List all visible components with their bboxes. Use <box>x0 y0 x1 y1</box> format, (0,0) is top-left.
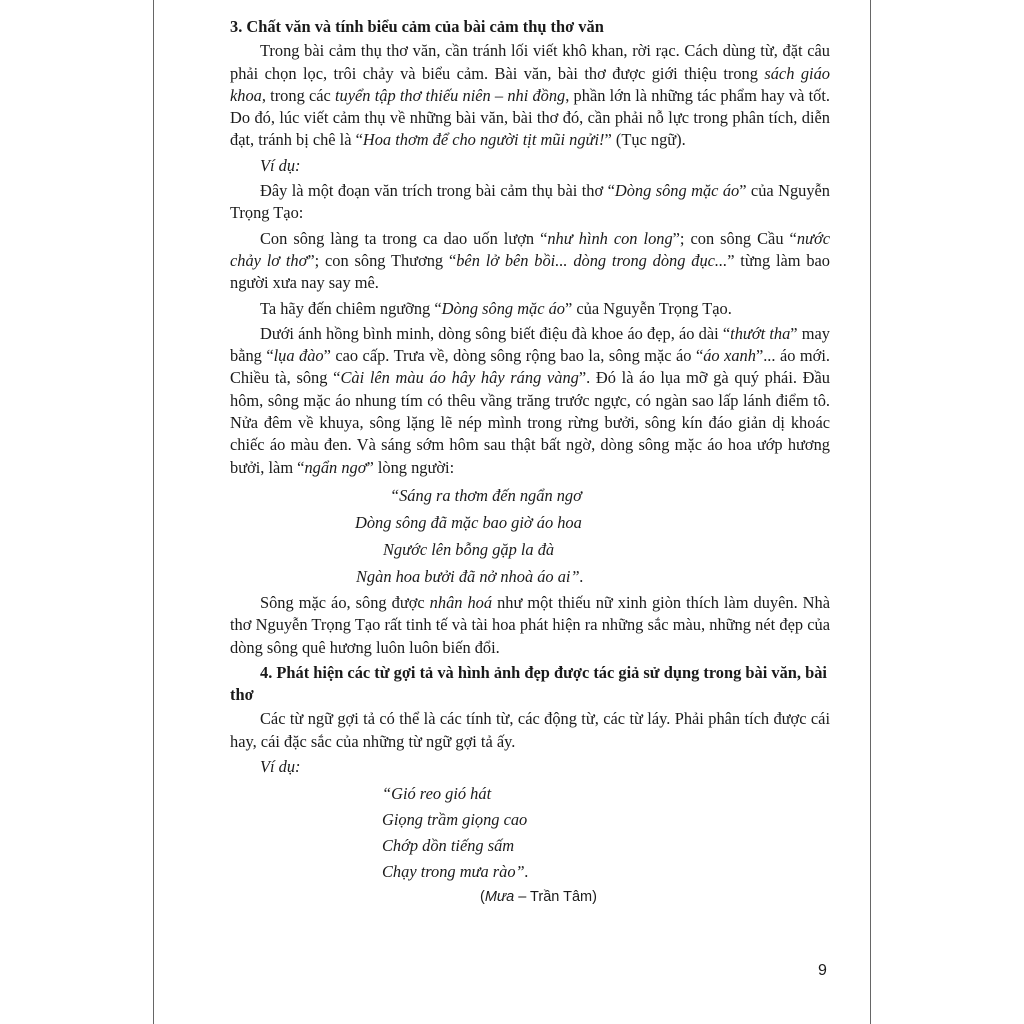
book-page <box>153 0 871 1024</box>
poem-mua <box>230 781 830 885</box>
section-3-heading: 3. Chất văn và tính biểu cảm của bài cảm thụ thơ văn <box>230 17 604 36</box>
section-3-paragraph-6: Sông mặc áo, sông được nhân hoá như một thiếu nữ xinh giòn thích làm duyên. Nhà thơ Nguyễn Trọng Tạo rất tinh tế và tài hoa phát hiện ra những sắc màu, những nét đẹp của dòng sông quê hương luôn luôn biến đổi. <box>230 592 830 657</box>
poem-line: Ngàn hoa bưởi đã nở nhoà áo ai”. <box>356 566 584 586</box>
example-label: Ví dụ: <box>260 757 301 777</box>
example-label: Ví dụ: <box>260 155 301 175</box>
poem-line: Dòng sông đã mặc bao giờ áo hoa <box>355 512 582 532</box>
section-4-paragraph-1: Các từ ngữ gợi tả có thể là các tính từ, các động từ, các từ láy. Phải phân tích được cái hay, cái đặc sắc của những từ ngữ gợi tả ấy. <box>230 709 830 751</box>
section-4-heading: 4. Phát hiện các từ gợi tả và hình ảnh đẹp được tác giả sử dụng trong bài văn, bài thơ <box>230 662 827 705</box>
section-3-paragraph-1: Trong bài cảm thụ thơ văn, cần tránh lối viết khô khan, rời rạc. Cách dùng từ, đặt câu phải chọn lọc, trôi chảy và biểu cảm. Bài văn, bài thơ được giới thiệu trong sách giáo khoa, trong các tuyển tập thơ thiếu niên – nhi đồng, phần lớn là những tác phẩm hay và tốt. Do đó, lúc viết cảm thụ về những bài văn, bài thơ đó, cần phải nỗ lực trong phân tích, diễn đạt, tránh bị chê là “Hoa thơm để cho người tịt mũi ngửi!” (Tục ngữ). <box>230 41 830 150</box>
poem-line: Ngước lên bỗng gặp la đà <box>383 539 555 559</box>
poem-line: Giọng trầm giọng cao <box>382 810 528 830</box>
poem-attribution: (Mưa – Trần Tâm) <box>480 889 597 906</box>
poem-line: “Sáng ra thơm đến ngẩn ngơ <box>390 485 582 505</box>
page-number: 9 <box>818 962 827 979</box>
poem-line: Chạy trong mưa rào”. <box>382 862 529 882</box>
poem-dong-song-mac-ao <box>230 482 830 590</box>
poem-line: “Gió reo gió hát <box>382 784 492 804</box>
page-content <box>230 16 830 907</box>
section-3-paragraph-2: Đây là một đoạn văn trích trong bài cảm thụ bài thơ “Dòng sông mặc áo” của Nguyễn Trọng Tạo: <box>230 181 830 223</box>
section-3-paragraph-5: Dưới ánh hồng bình minh, dòng sông biết điệu đà khoe áo đẹp, áo dài “thướt tha” may bằng “lụa đào” cao cấp. Trưa về, dòng sông rộng bao la, sông mặc áo “áo xanh”... áo mới. Chiều tà, sông “Cài lên màu áo hây hây ráng vàng”. Đó là áo lụa mỡ gà quý phái. Đầu hôm, sông mặc áo nhung tím có thêu vầng trăng trước ngực, có ngàn sao lấp lánh điểm tô. Nửa đêm về khuya, sông lặng lẽ nép mình trong rừng bưởi, sông kín đáo giản dị khoác chiếc áo màu đen. Và sáng sớm hôm sau thật bất ngờ, dòng sông mặc áo hoa ướp hương bưởi, làm “ngẩn ngơ” lòng người: <box>230 323 830 477</box>
poem-line: Chớp dồn tiếng sấm <box>382 836 515 856</box>
section-3-paragraph-3: Con sông làng ta trong ca dao uốn lượn “như hình con long”; con sông Cầu “nước chảy lơ thơ”; con sông Thương “bên lở bên bồi... dòng trong dòng đục...” từng làm bao người xưa nay say mê. <box>230 228 831 293</box>
section-3-paragraph-4: Ta hãy đến chiêm ngưỡng “Dòng sông mặc áo” của Nguyễn Trọng Tạo. <box>260 298 732 318</box>
